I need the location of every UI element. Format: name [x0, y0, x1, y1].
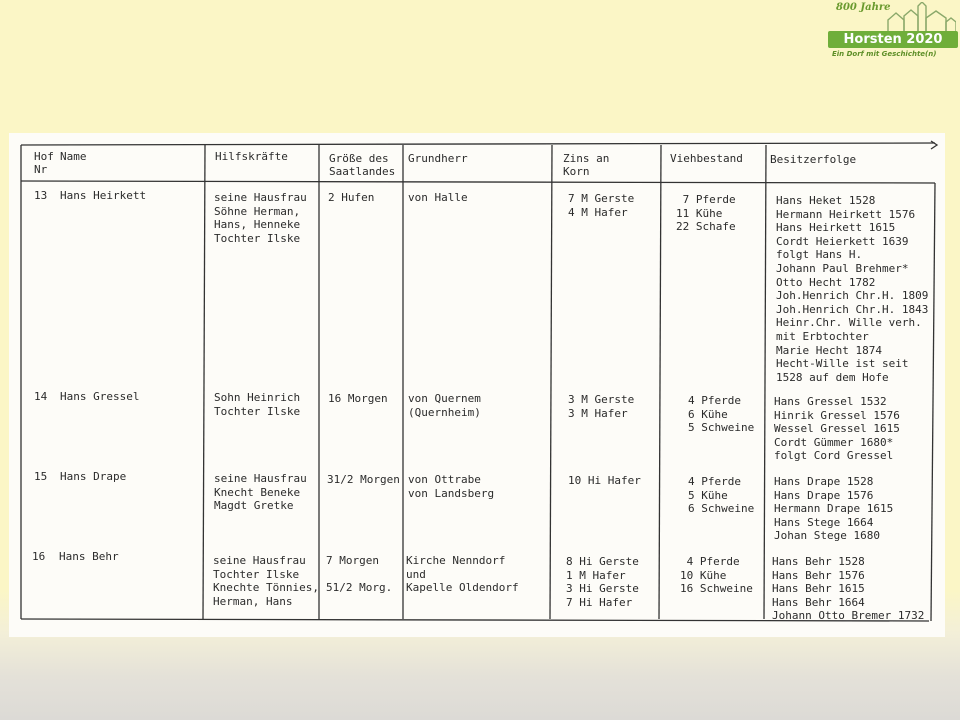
cell-besitzer: Hans Heket 1528 Hermann Heirkett 1576 Hans Heirkett 1615 Cordt Heierkett 1639 folgt Hans H. Johann Paul Brehmer* Otto Hecht 1782 Joh.Henrich Chr.H. 1809 Joh.Henrich Chr.H. 1843 Heinr.Chr. Wille verh. mit Erbtochter Marie Hecht 1874 Hecht-Wille ist seit 1528 auf dem Hofe	[776, 194, 929, 384]
cell-besitzer: Hans Behr 1528 Hans Behr 1576 Hans Behr 1615 Hans Behr 1664 Johann Otto Bremer 1732	[772, 555, 925, 623]
cell-hilfskraefte: seine Hausfrau Tochter Ilske Knechte Tönnies, Herman, Hans	[213, 554, 319, 608]
header-zins: Zins an Korn	[563, 152, 610, 178]
header-hof-nr: Hof Nr	[34, 150, 54, 176]
cell-name: Hans Gressel	[60, 390, 140, 403]
header-viehbestand: Viehbestand	[670, 152, 743, 165]
cell-nr: 14	[34, 390, 48, 403]
cell-name: Hans Behr	[59, 550, 119, 563]
header-name: Name	[60, 150, 87, 163]
cell-hilfskraefte: Sohn Heinrich Tochter Ilske	[214, 391, 301, 418]
cell-groesse: 7 Morgen 51/2 Morg.	[326, 554, 393, 595]
horsten-logo	[826, 0, 960, 72]
cell-groesse: 2 Hufen	[328, 191, 375, 204]
cell-name: Hans Heirkett	[60, 189, 147, 202]
logo-subtitle: Ein Dorf mit Geschichte(n)	[832, 50, 937, 58]
cell-nr: 15	[34, 470, 48, 483]
cell-zins: 10 Hi Hafer	[568, 474, 641, 487]
scanned-document	[9, 133, 945, 637]
cell-grundherr: von Ottrabe von Landsberg	[408, 473, 495, 500]
cell-groesse: 31/2 Morgen	[327, 473, 400, 486]
cell-name: Hans Drape	[60, 470, 127, 483]
cell-vieh: 7 Pferde 11 Kühe 22 Schafe	[676, 193, 736, 234]
cell-grundherr: Kirche Nenndorf und Kapelle Oldendorf	[406, 554, 519, 595]
cell-besitzer: Hans Gressel 1532 Hinrik Gressel 1576 Wessel Gressel 1615 Cordt Gümmer 1680* folgt Cord Gressel	[774, 395, 900, 463]
cell-hilfskraefte: seine Hausfrau Knecht Beneke Magdt Gretke	[214, 472, 307, 513]
cell-grundherr: von Quernem (Quernheim)	[408, 392, 481, 419]
header-hilfskraefte: Hilfskräfte	[215, 150, 288, 163]
village-houses-icon	[884, 2, 956, 32]
cell-zins: 3 M Gerste 3 M Hafer	[568, 393, 635, 420]
cell-zins: 7 M Gerste 4 M Hafer	[568, 192, 635, 219]
cell-vieh: 4 Pferde 5 Kühe 6 Schweine	[688, 475, 755, 516]
header-groesse: Größe des Saatlandes	[329, 152, 396, 178]
cell-zins: 8 Hi Gerste 1 M Hafer 3 Hi Gerste 7 Hi Hafer	[566, 555, 639, 609]
cell-nr: 13	[34, 189, 48, 202]
cell-hilfskraefte: seine Hausfrau Söhne Herman, Hans, Henneke Tochter Ilske	[214, 191, 307, 245]
cell-grundherr: von Halle	[408, 191, 468, 204]
cell-groesse: 16 Morgen	[328, 392, 388, 405]
logo-title: Horsten 2020	[828, 31, 958, 48]
cell-besitzer: Hans Drape 1528 Hans Drape 1576 Hermann Drape 1615 Hans Stege 1664 Johan Stege 1680	[774, 475, 894, 543]
header-grundherr: Grundherr	[408, 152, 468, 165]
cell-nr: 16	[32, 550, 46, 563]
cell-vieh: 4 Pferde 10 Kühe 16 Schweine	[680, 555, 753, 596]
header-besitzerfolge: Besitzerfolge	[770, 153, 857, 166]
cell-vieh: 4 Pferde 6 Kühe 5 Schweine	[688, 394, 755, 435]
logo-anniversary: 800 Jahre	[836, 2, 891, 13]
